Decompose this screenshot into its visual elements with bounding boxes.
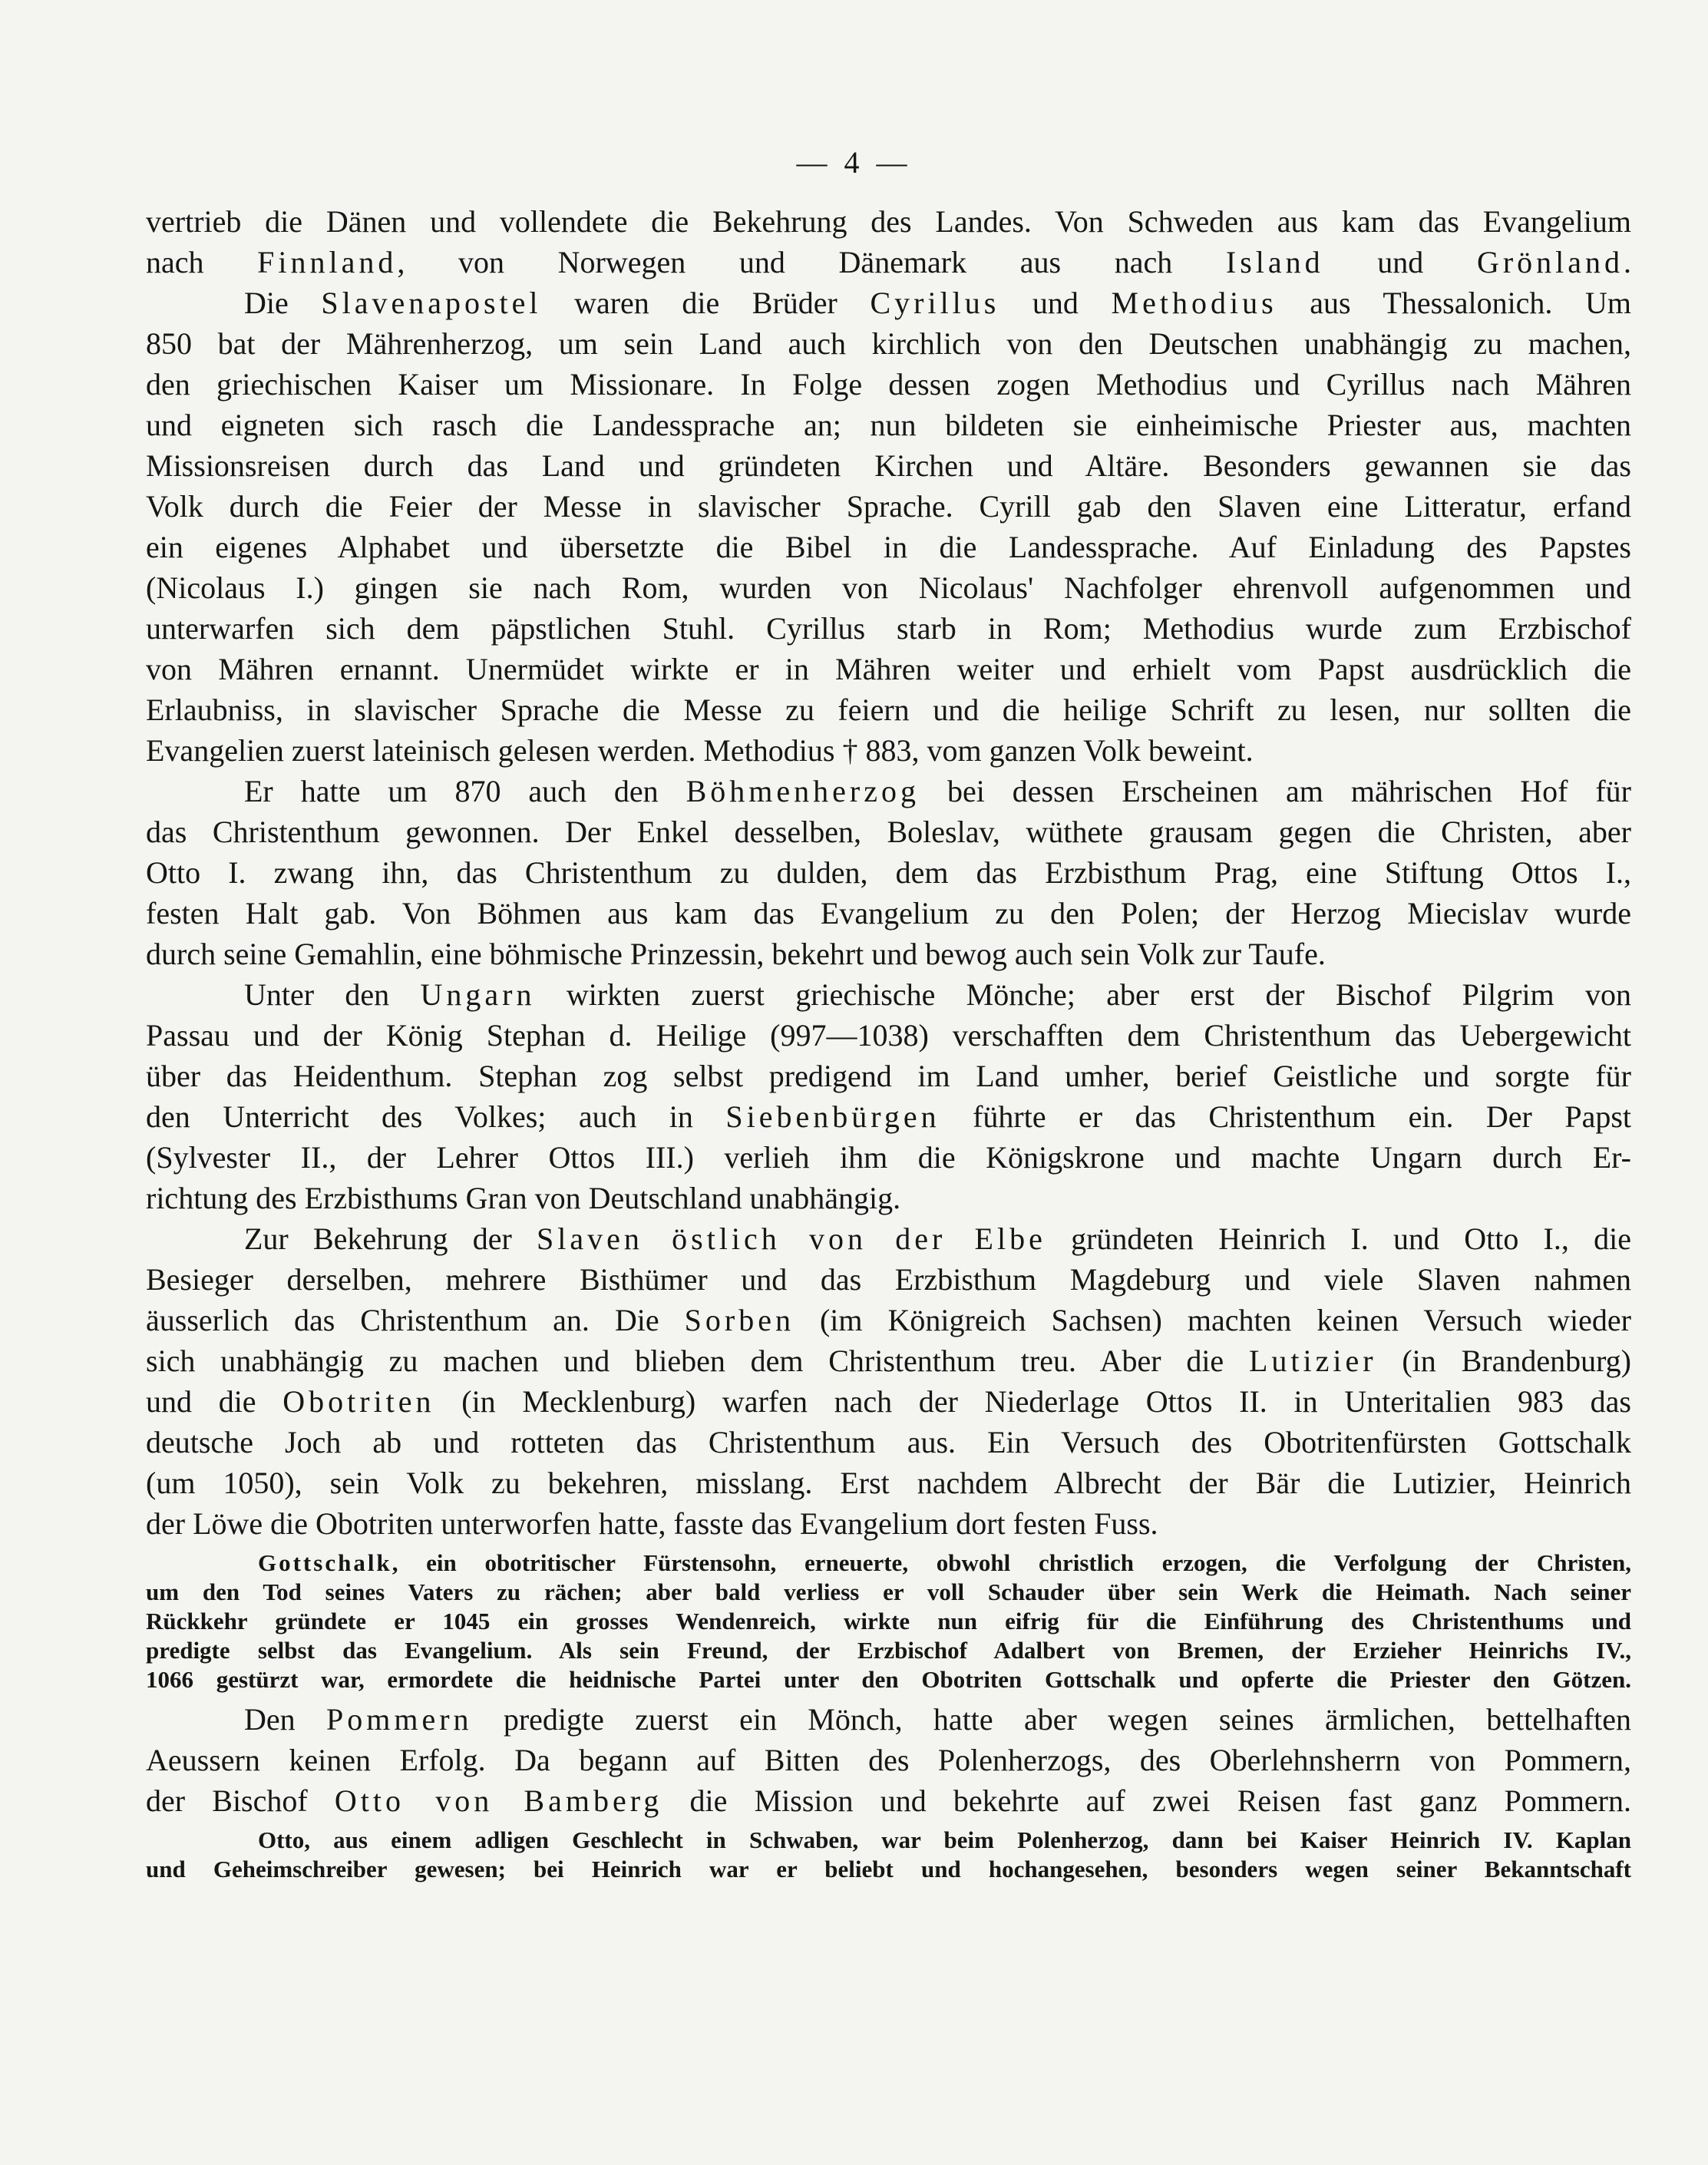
text-line: 850 bat der Mährenherzog, um sein Land auch kirchlich von den Deutschen unabhängig zu machen, (146, 326, 1631, 361)
text-line: Missionsreisen durch das Land und gründeten Kirchen und Altäre. Besonders gewannen sie das (146, 448, 1631, 483)
text-line: das Christenthum gewonnen. Der Enkel desselben, Boleslav, wüthete grausam gegen die Christen, aber (146, 815, 1631, 849)
text-line: festen Halt gab. Von Böhmen aus kam das Evangelium zu den Polen; der Herzog Miecislav wurde (146, 896, 1631, 930)
text-line: über das Heidenthum. Stephan zog selbst predigend im Land umher, berief Geistliche und sorgte für (146, 1059, 1631, 1093)
text-line: ein eigenes Alphabet und übersetzte die Bibel in die Landessprache. Auf Einladung des Papstes (146, 530, 1631, 564)
text-line: richtung des Erzbisthums Gran von Deutschland unabhängig. (146, 1181, 901, 1215)
footnote-line: predigte selbst das Evangelium. Als sein Freund, der Erzbischof Adalbert von Bremen, der Erzieher Heinrichs IV., (146, 1637, 1631, 1664)
footnote-line: Rückkehr gründete er 1045 ein grosses Wendenreich, wirkte nun eifrig für die Einführung des Christenthums und (146, 1608, 1631, 1634)
page-number: — 4 — (796, 145, 912, 180)
footnote-line: Gottschalk, ein obotritischer Fürstensohn, erneuerte, obwohl christlich erzogen, die Verfolgung der Christen, (258, 1549, 1631, 1576)
text-line: Evangelien zuerst lateinisch gelesen werden. Methodius † 883, vom ganzen Volk beweint. (146, 733, 1254, 768)
text-line: Passau und der König Stephan d. Heilige (997—1038) verschafften dem Christenthum das Uebergewicht (146, 1018, 1631, 1053)
text-line: den griechischen Kaiser um Missionare. In Folge dessen zogen Methodius und Cyrillus nach Mähren (146, 367, 1631, 402)
text-line: von Mähren ernannt. Unermüdet wirkte er in Mähren weiter und erhielt vom Papst ausdrücklich die (146, 652, 1631, 686)
text-line: Besieger derselben, mehrere Bisthümer und das Erzbisthum Magdeburg und viele Slaven nahmen (146, 1262, 1631, 1297)
text-line: unterwarfen sich dem päpstlichen Stuhl. Cyrillus starb in Rom; Methodius wurde zum Erzbischof (146, 611, 1631, 646)
footnote-line: und Geheimschreiber gewesen; bei Heinrich war er beliebt und hochangesehen, besonders wegen seiner Bekanntschaft (146, 1856, 1631, 1882)
text-line: (Sylvester II., der Lehrer Ottos III.) verlieh ihm die Königskrone und machte Ungarn durch Er- (146, 1140, 1631, 1175)
text-line: Unter den Ungarn wirkten zuerst griechische Mönche; aber erst der Bischof Pilgrim von (244, 977, 1632, 1012)
text-line: äusserlich das Christenthum an. Die Sorben (im Königreich Sachsen) machten keinen Versuch wieder (146, 1303, 1631, 1337)
text-line: Zur Bekehrung der Slaven östlich von der Elbe gründeten Heinrich I. und Otto I., die (244, 1221, 1631, 1256)
body-text (146, 201, 1631, 1884)
footnote-line: Otto, aus einem adligen Geschlecht in Schwaben, war beim Polenherzog, dann bei Kaiser Heinrich IV. Kaplan (258, 1826, 1631, 1853)
text-line: und die Obotriten (in Mecklenburg) warfen nach der Niederlage Ottos II. in Unteritalien 983 das (146, 1384, 1631, 1419)
text-line: nach Finnland, von Norwegen und Dänemark aus nach Island und Grönland. (146, 245, 1632, 279)
text-line: Erlaubniss, in slavischer Sprache die Messe zu feiern und die heilige Schrift zu lesen, nur sollten die (146, 692, 1631, 727)
text-line: sich unabhängig zu machen und blieben dem Christenthum treu. Aber die Lutizier (in Brandenburg) (146, 1344, 1631, 1378)
text-line: Die Slavenapostel waren die Brüder Cyrillus und Methodius aus Thessalonich. Um (244, 286, 1632, 320)
text-line: Den Pommern predigte zuerst ein Mönch, hatte aber wegen seines ärmlichen, bettelhaften (244, 1702, 1632, 1737)
text-line: den Unterricht des Volkes; auch in Siebenbürgen führte er das Christenthum ein. Der Papst (146, 1099, 1632, 1134)
text-line: vertrieb die Dänen und vollendete die Bekehrung des Landes. Von Schweden aus kam das Evangelium (146, 204, 1631, 239)
text-line: deutsche Joch ab und rotteten das Christenthum aus. Ein Versuch des Obotritenfürsten Gottschalk (146, 1425, 1631, 1459)
text-line: Aeussern keinen Erfolg. Da begann auf Bitten des Polenherzogs, des Oberlehnsherrn von Pommern, (146, 1743, 1631, 1777)
text-line: und eigneten sich rasch die Landessprache an; nun bildeten sie einheimische Priester aus, machten (146, 408, 1631, 442)
text-line: Otto I. zwang ihn, das Christenthum zu dulden, dem das Erzbisthum Prag, eine Stiftung Ottos I., (146, 855, 1631, 890)
text-line: Er hatte um 870 auch den Böhmenherzog bei dessen Erscheinen am mährischen Hof für (244, 774, 1631, 808)
text-line: durch seine Gemahlin, eine böhmische Prinzessin, bekehrt und bewog auch sein Volk zur Taufe. (146, 937, 1326, 971)
text-line: der Bischof Otto von Bamberg die Mission und bekehrte auf zwei Reisen fast ganz Pommern. (146, 1783, 1632, 1818)
text-line: (um 1050), sein Volk zu bekehren, misslang. Erst nachdem Albrecht der Bär die Lutizier, Heinrich (146, 1466, 1631, 1500)
text-line: der Löwe die Obotriten unterworfen hatte, fasste das Evangelium dort festen Fuss. (146, 1506, 1158, 1541)
footnote-line: um den Tod seines Vaters zu rächen; aber bald verliess er voll Schauder über sein Werk die Heimath. Nach seiner (146, 1578, 1631, 1605)
text-line: Volk durch die Feier der Messe in slavischer Sprache. Cyrill gab den Slaven eine Litteratur, erfand (146, 489, 1631, 524)
text-line: (Nicolaus I.) gingen sie nach Rom, wurden von Nicolaus' Nachfolger ehrenvoll aufgenommen und (146, 570, 1631, 605)
footnote-line: 1066 gestürzt war, ermordete die heidnische Partei unter den Obotriten Gottschalk und opferte die Priester den Götzen. (146, 1666, 1631, 1693)
